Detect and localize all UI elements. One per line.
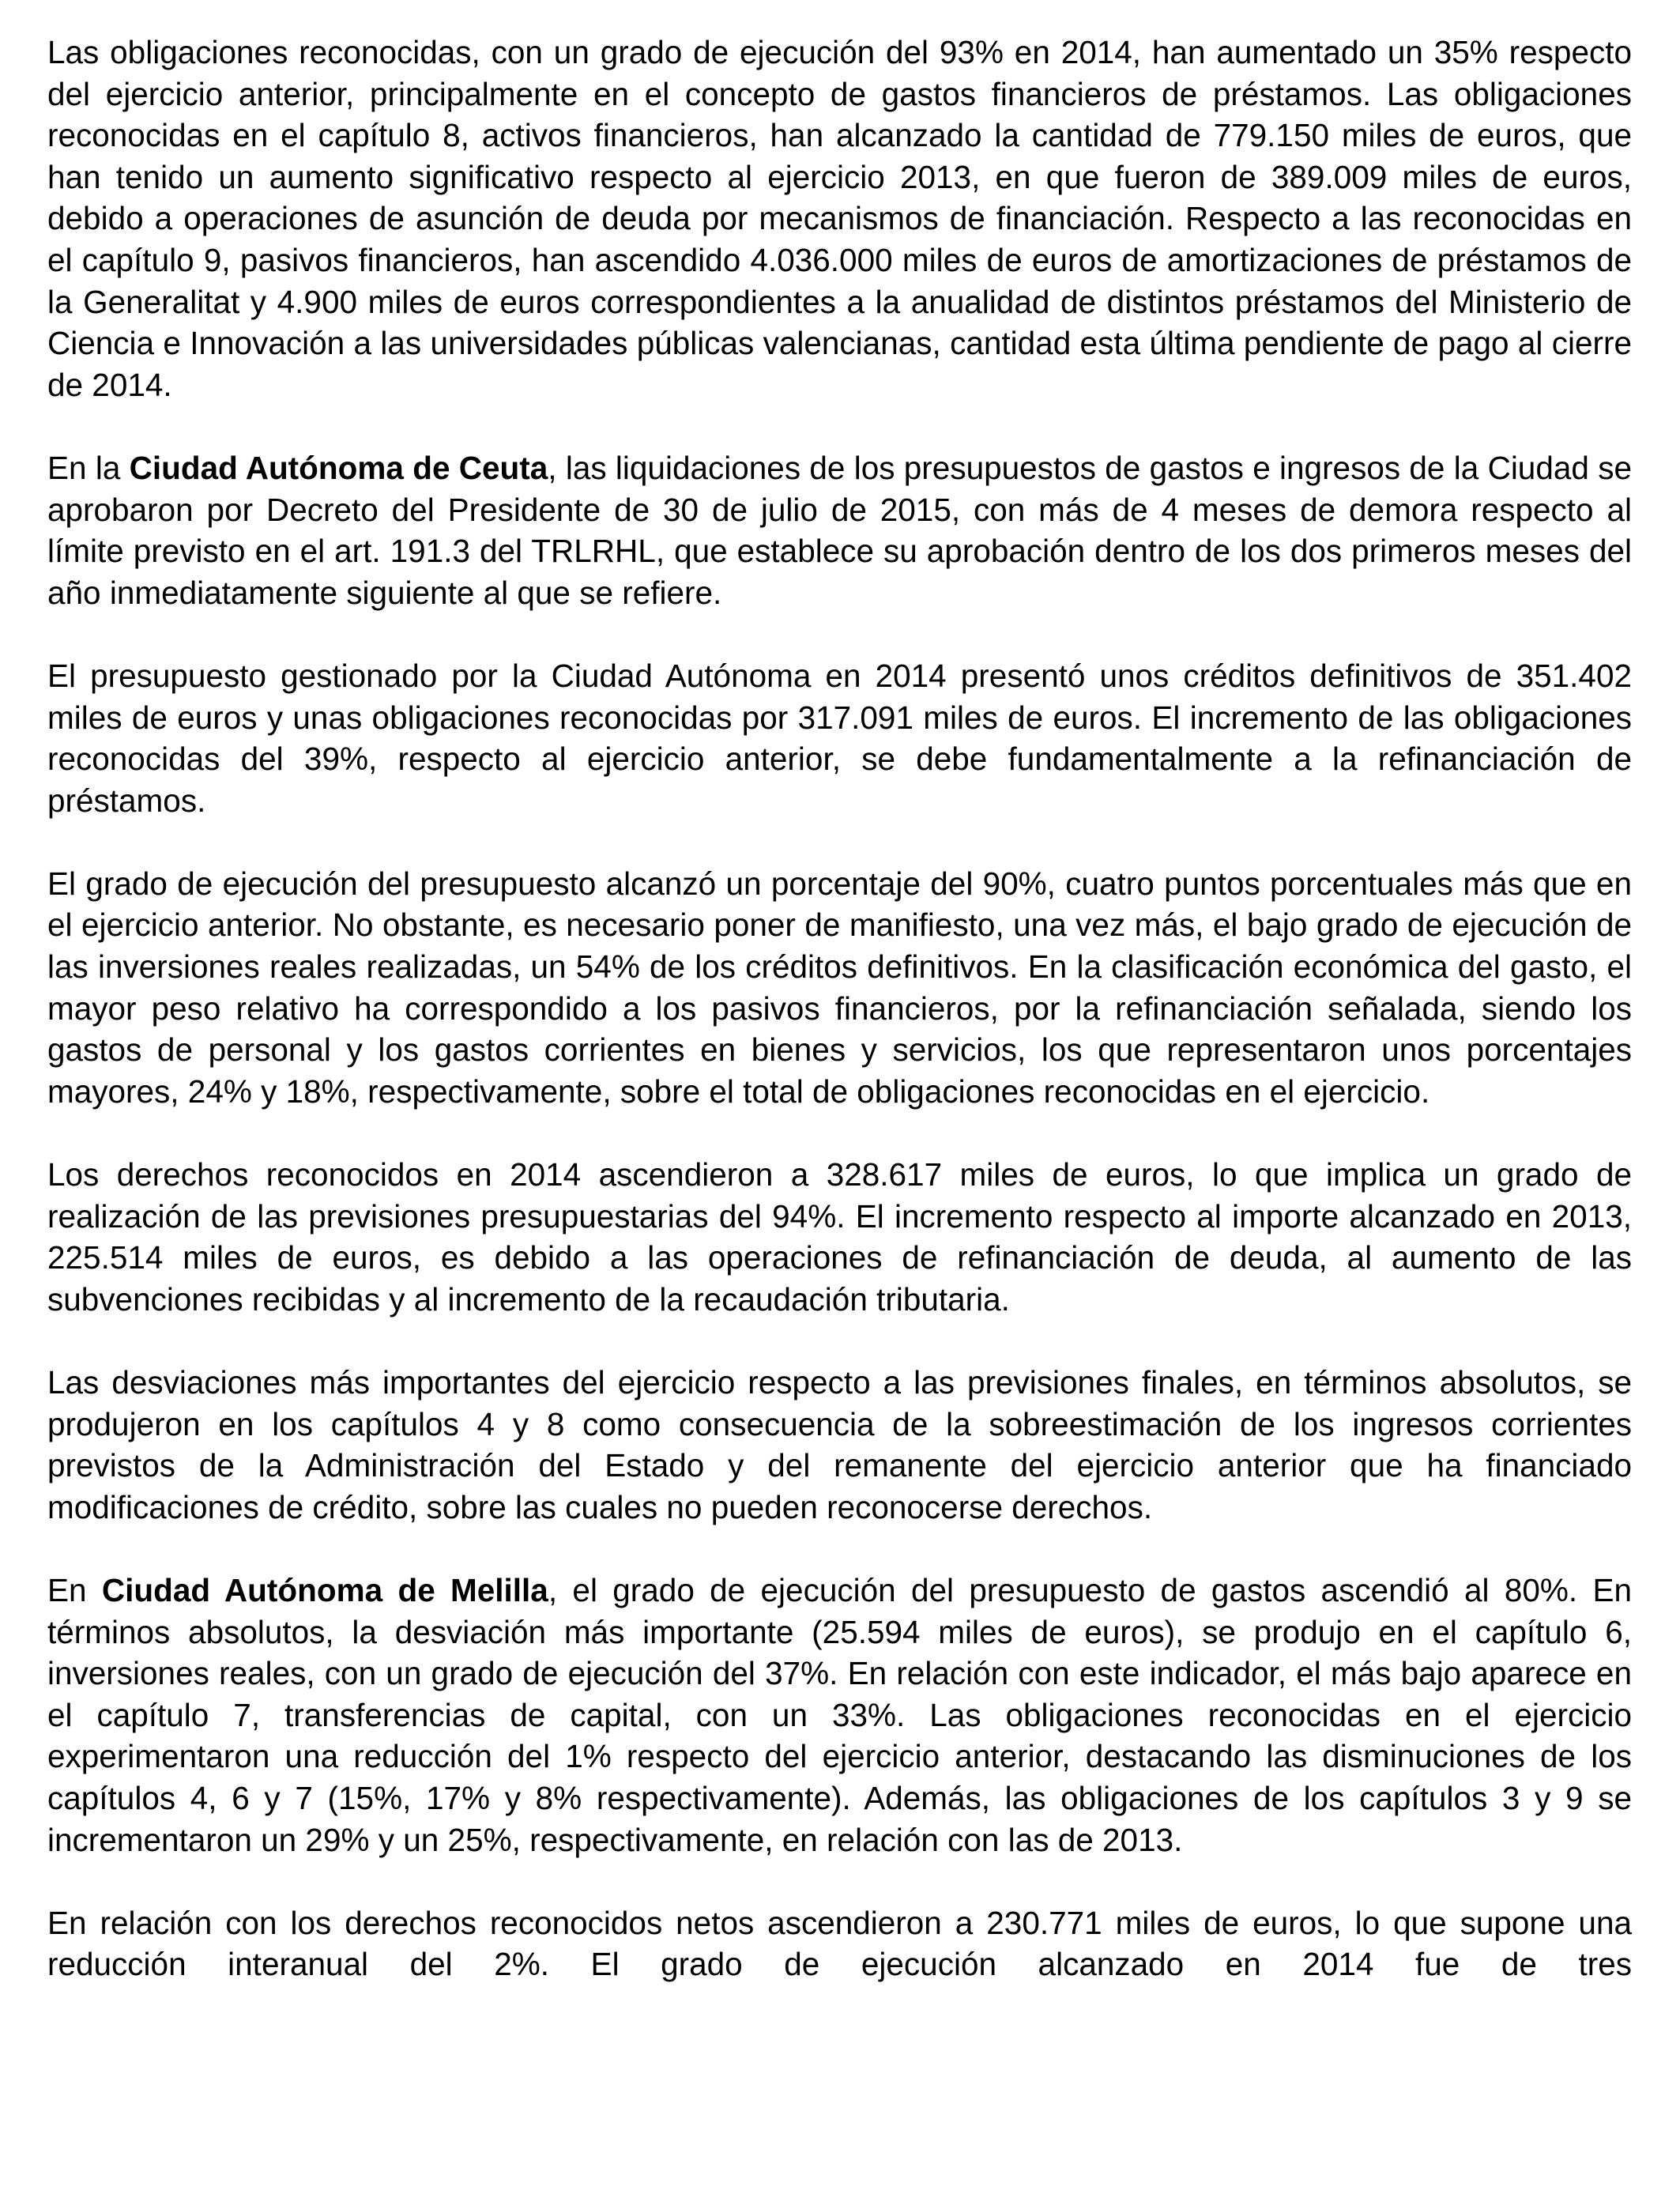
paragraph-7-melilla	[47, 1570, 1632, 1860]
document-page	[47, 32, 1632, 1985]
paragraph-4: El grado de ejecución del presupuesto alcanzó un porcentaje del 90%, cuatro puntos porcentuales más que en el ejercicio anterior. No obstante, es necesario poner de manifiesto, una vez más, el bajo grado de ejecución de las inversiones reales realizadas, un 54% de los créditos definitivos. En la clasificación económica del gasto, el mayor peso relativo ha correspondido a los pasivos financieros, por la refinanciación señalada, siendo los gastos de personal y los gastos corrientes en bienes y servicios, los que representaron unos porcentajes mayores, 24% y 18%, respectivamente, sobre el total de obligaciones reconocidas en el ejercicio.	[47, 865, 1632, 1110]
melilla-heading: Ciudad Autónoma de Melilla	[101, 1571, 548, 1608]
paragraph-2-body: , las liquidaciones de los presupuestos de gastos e ingresos de la Ciudad se aprobaron por Decreto del Presidente de 30 de julio de 2015, con más de 4 meses de demora respecto al límite previsto en el art. 191.3 del TRLRHL, que establece su aprobación dentro de los dos primeros meses del año inmediatamente siguiente al que se refiere.	[47, 449, 1632, 611]
ceuta-heading: Ciudad Autónoma de Ceuta	[129, 449, 548, 486]
paragraph-7-prefix: En	[47, 1571, 102, 1608]
paragraph-1: Las obligaciones reconocidas, con un grado de ejecución del 93% en 2014, han aumentado un 35% respecto del ejercicio anterior, principalmente en el concepto de gastos financieros de préstamos. Las obligaciones reconocidas en el capítulo 8, activos financieros, han alcanzado la cantidad de 779.150 miles de euros, que han tenido un aumento significativo respecto al ejercicio 2013, en que fueron de 389.009 miles de euros, debido a operaciones de asunción de deuda por mecanismos de financiación. Respecto a las reconocidas en el capítulo 9, pasivos financieros, han ascendido 4.036.000 miles de euros de amortizaciones de préstamos de la Generalitat y 4.900 miles de euros correspondientes a la anualidad de distintos préstamos del Ministerio de Ciencia e Innovación a las universidades públicas valencianas, cantidad esta última pendiente de pago al cierre de 2014.	[47, 34, 1632, 403]
paragraph-7-body: , el grado de ejecución del presupuesto de gastos ascendió al 80%. En términos absolutos, la desviación más importante (25.594 miles de euros), se produjo en el capítulo 6, inversiones reales, con un grado de ejecución del 37%. En relación con este indicador, el más bajo aparece en el capítulo 7, transferencias de capital, con un 33%. Las obligaciones reconocidas en el ejercicio experimentaron una reducción del 1% respecto del ejercicio anterior, destacando las disminuciones de los capítulos 4, 6 y 7 (15%, 17% y 8% respectivamente). Además, las obligaciones de los capítulos 3 y 9 se incrementaron un 29% y un 25%, respectivamente, en relación con las de 2013.	[47, 1571, 1632, 1858]
paragraph-5: Los derechos reconocidos en 2014 ascendieron a 328.617 miles de euros, lo que implica un grado de realización de las previsiones presupuestarias del 94%. El incremento respecto al importe alcanzado en 2013, 225.514 miles de euros, es debido a las operaciones de refinanciación de deuda, al aumento de las subvenciones recibidas y al incremento de la recaudación tributaria.	[47, 1156, 1632, 1318]
paragraph-3: El presupuesto gestionado por la Ciudad Autónoma en 2014 presentó unos créditos definitivos de 351.402 miles de euros y unas obligaciones reconocidas por 317.091 miles de euros. El incremento de las obligaciones reconocidas del 39%, respecto al ejercicio anterior, se debe fundamentalmente a la refinanciación de préstamos.	[47, 657, 1632, 819]
paragraph-2-prefix: En la	[47, 449, 130, 486]
paragraph-8: En relación con los derechos reconocidos netos ascendieron a 230.771 miles de euros, lo que supone una reducción interanual del 2%. El grado de ejecución alcanzado en 2014 fue de tres	[47, 1904, 1632, 1983]
paragraph-2-ceuta	[47, 447, 1632, 613]
paragraph-6: Las desviaciones más importantes del ejercicio respecto a las previsiones finales, en términos absolutos, se produjeron en los capítulos 4 y 8 como consecuencia de la sobreestimación de los ingresos corrientes previstos de la Administración del Estado y del remanente del ejercicio anterior que ha financiado modificaciones de crédito, sobre las cuales no pueden reconocerse derechos.	[47, 1364, 1632, 1525]
